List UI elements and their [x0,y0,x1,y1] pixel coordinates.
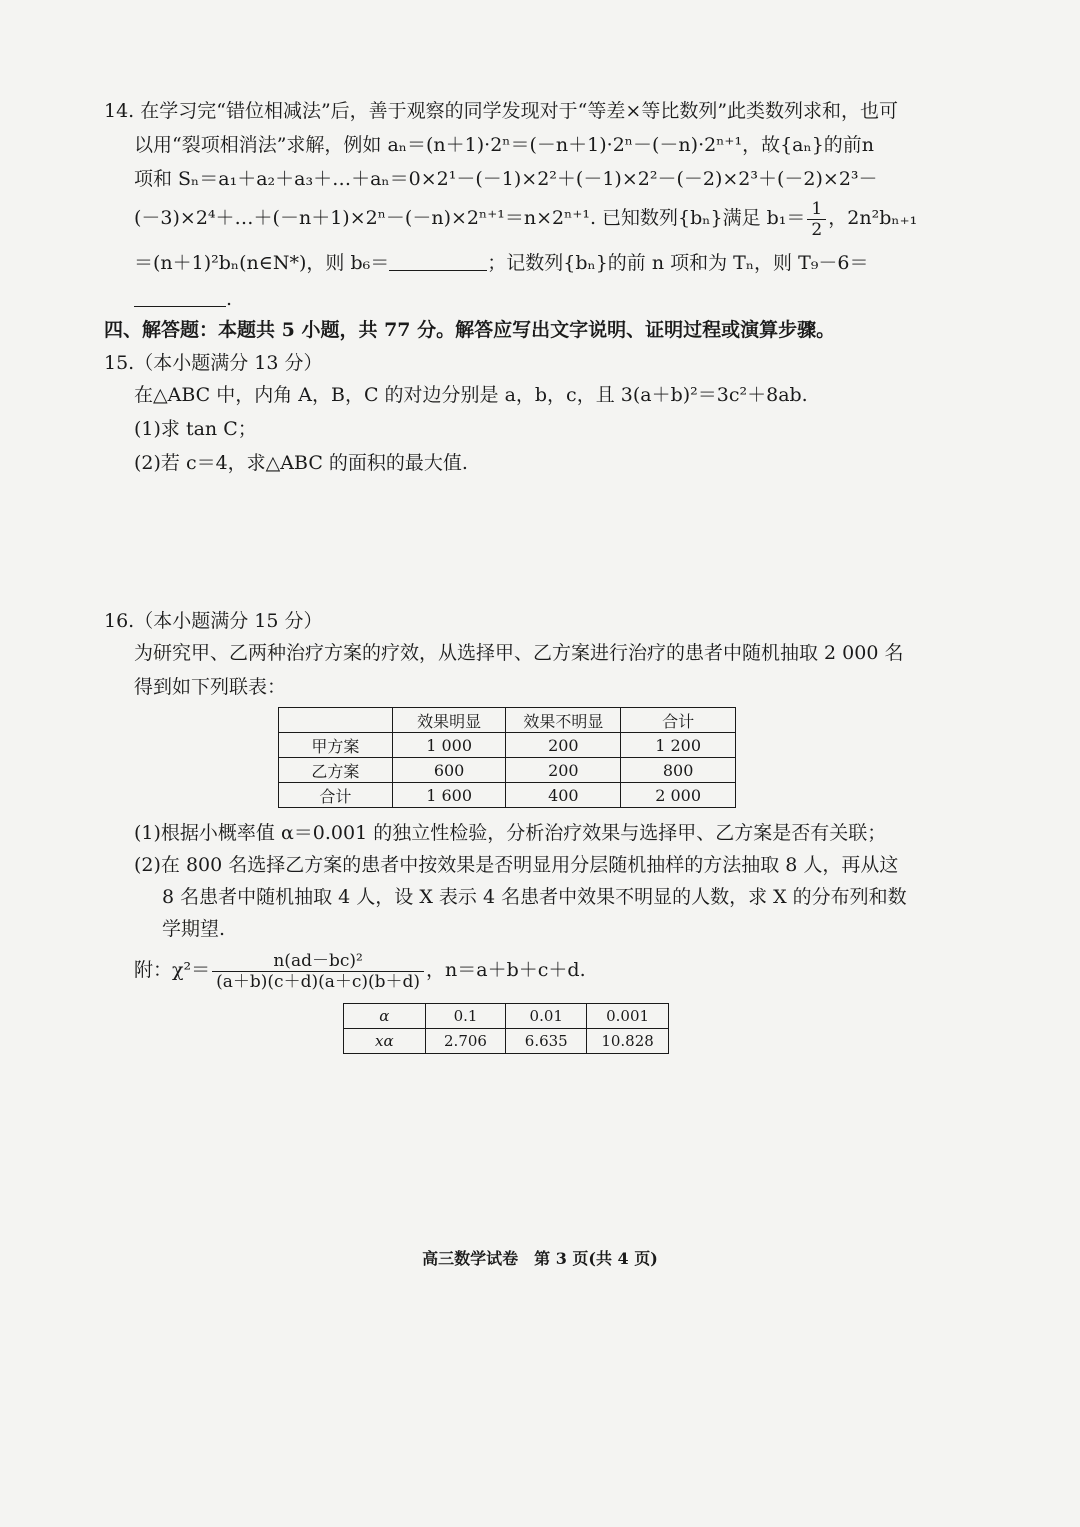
table-cell: 10.828 [587,1029,669,1054]
q14-line-3: 项和 Sₙ＝a₁＋a₂＋a₃＋…＋aₙ＝0×2¹－(－1)×2²＋(－1)×2²－(－2)×2³＋(－2)×2³－ [134,168,878,190]
q16-header: 16.（本小题满分 15 分） [104,610,323,632]
table-cell: 1 600 [392,783,506,808]
table-cell: 1 000 [392,733,506,758]
page-footer: 高三数学试卷 第 3 页(共 4 页) [422,1249,658,1268]
table-row [344,1029,669,1054]
q15-part-2: (2)若 c＝4，求△ABC 的面积的最大值. [134,452,468,474]
q16-stem-2: 得到如下列联表： [134,676,287,698]
section-4-heading: 四、解答题：本题共 5 小题，共 77 分。解答应写出文字说明、证明过程或演算步骤。 [104,319,836,341]
table-cell: 800 [621,758,736,783]
q16-part-1: (1)根据小概率值 α＝0.001 的独立性检验，分析治疗效果与选择甲、乙方案是否有关联； [134,822,887,844]
formula-numerator: n(ad－bc)² [212,951,424,972]
q14-line-4-text: (－3)×2⁴＋…＋(－n＋1)×2ⁿ－(－n)×2ⁿ⁺¹＝n×2ⁿ⁺¹. 已知数列{bₙ}满足 b₁＝ [134,207,806,229]
q14-line-5-tail: ；记数列{bₙ}的前 n 项和为 Tₙ，则 T₉－6＝ [487,252,869,274]
table-row [279,758,736,783]
table-cell: 0.1 [425,1004,506,1029]
appendix-prefix: 附：χ²＝ [134,959,211,981]
chi-square-formula [212,951,424,992]
answer-blank-b6[interactable] [389,252,487,271]
q16-part-2-line-1: (2)在 800 名选择乙方案的患者中按效果是否明显用分层随机抽样的方法抽取 8 人，再从这 [134,854,899,876]
answer-blank-t9[interactable] [134,288,226,307]
table-cell: 2.706 [425,1029,506,1054]
table-header-cell: 效果不明显 [506,708,621,733]
fraction-denominator: 2 [811,219,823,240]
table-cell: 0.01 [506,1004,587,1029]
q14-line-2: 以用“裂项相消法”求解，例如 aₙ＝(n＋1)·2ⁿ＝(－n＋1)·2ⁿ－(－n)·2ⁿ⁺¹，故{aₙ}的前n [134,134,875,156]
table-header-row [279,708,736,733]
q14-period: . [226,288,233,310]
critical-value-table [343,1003,669,1054]
table-row [279,783,736,808]
q16-part-2-line-2: 8 名患者中随机抽取 4 人，设 X 表示 4 名患者中效果不明显的人数，求 X 的分布列和数 [162,886,907,908]
table-header-cell: 效果明显 [392,708,506,733]
table-cell: α [344,1004,426,1029]
table-cell: 0.001 [587,1004,669,1029]
table-cell: 6.635 [506,1029,587,1054]
table-row [344,1004,669,1029]
q14-line-5 [134,250,868,276]
table-cell: 乙方案 [279,758,393,783]
q14-line-6 [134,286,232,312]
fraction-numerator: 1 [807,199,826,220]
q14-line-5-text: ＝(n＋1)²bₙ(n∈N*)，则 b₆＝ [134,252,390,274]
q16-stem-1: 为研究甲、乙两种治疗方案的疗效，从选择甲、乙方案进行治疗的患者中随机抽取 2 000 名 [134,642,904,664]
table-cell: 合计 [279,783,393,808]
contingency-table [278,707,736,808]
fraction-one-half [807,199,826,240]
q15-header: 15.（本小题满分 13 分） [104,352,323,374]
q15-part-1: (1)求 tan C； [134,418,257,440]
table-cell: 200 [506,758,621,783]
formula-denominator: (a＋b)(c＋d)(a＋c)(b＋d) [216,971,421,992]
table-cell: 2 000 [621,783,736,808]
q14-line-1: 14. 在学习完“错位相减法”后，善于观察的同学发现对于“等差×等比数列”此类数列求和，也可 [104,100,899,122]
q16-appendix [134,946,586,994]
q15-stem: 在△ABC 中，内角 A，B，C 的对边分别是 a，b，c，且 3(a＋b)²＝3c²＋8ab. [134,384,808,406]
q16-part-2-line-3: 学期望. [162,918,226,940]
table-cell: 400 [506,783,621,808]
table-cell: 200 [506,733,621,758]
table-row [279,733,736,758]
table-header-cell [279,708,393,733]
table-cell: 甲方案 [279,733,393,758]
appendix-suffix: ，n＝a＋b＋c＋d. [426,959,586,981]
table-cell: 600 [392,758,506,783]
table-cell: 1 200 [621,733,736,758]
table-cell: xα [344,1029,426,1054]
table-header-cell: 合计 [621,708,736,733]
q14-line-4-tail: ，2n²bₙ₊₁ [828,207,918,229]
q14-line-4 [134,196,917,240]
